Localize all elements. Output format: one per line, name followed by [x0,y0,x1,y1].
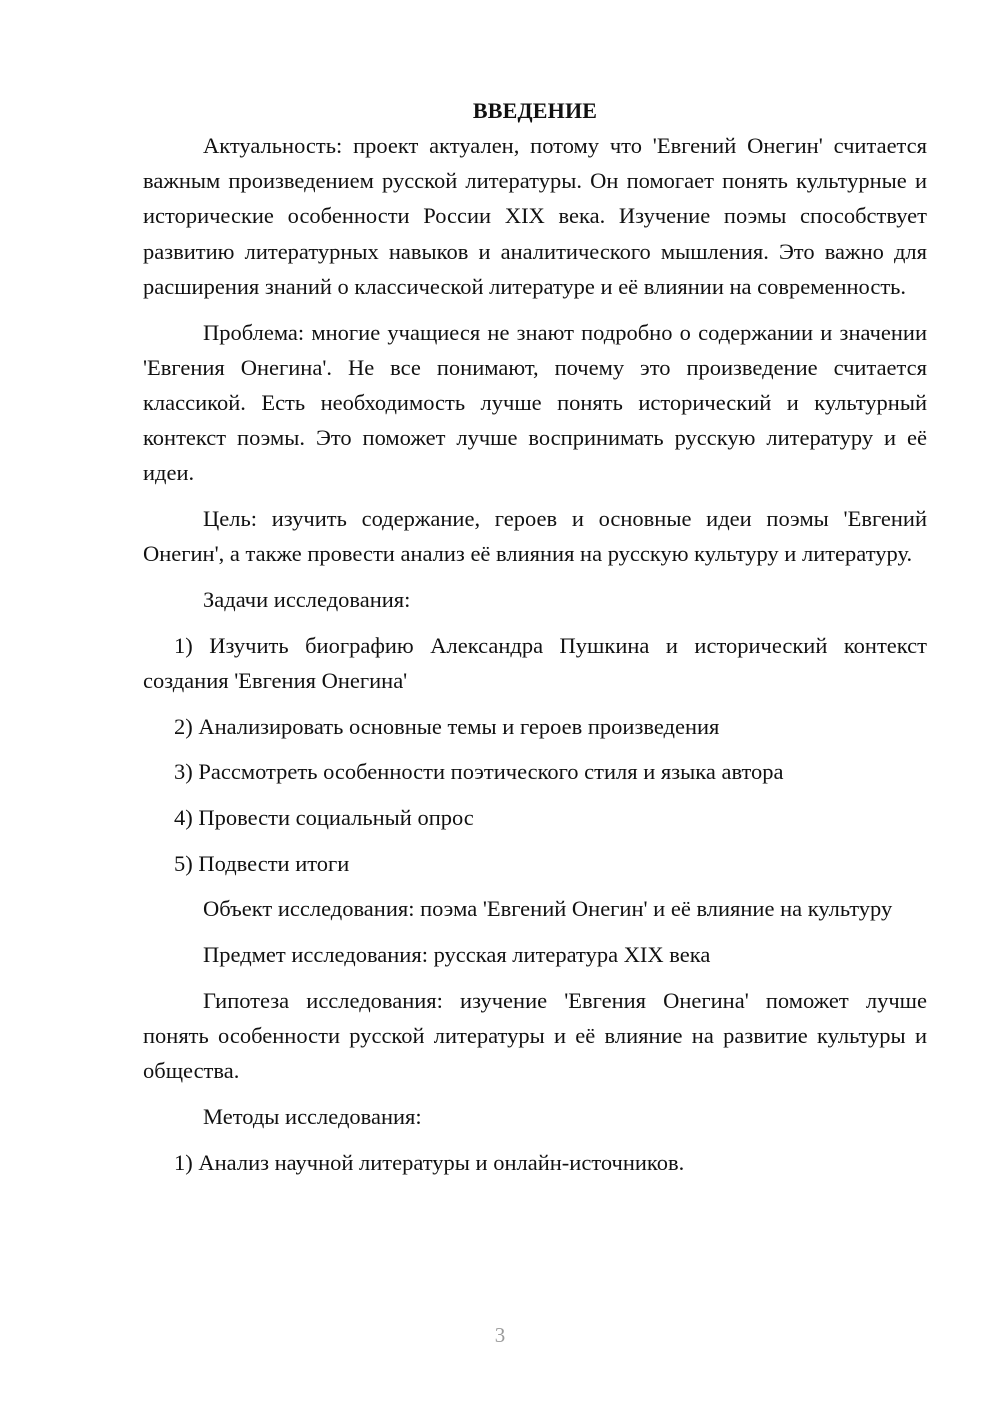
document-page [143,93,927,1190]
page-number: 3 [494,1323,506,1347]
relevance-paragraph: Актуальность: проект актуален, потому что 'Евгений Онегин' считается важным произведением русской литературы. Он помогает понять культурные и исторические особенности России XIX века. Изучение поэмы способствует развитию литературных навыков и аналитического мышления. Это важно для расширения знаний о классической литературе и её влиянии на современность. [143,133,927,299]
hypothesis-paragraph: Гипотеза исследования: изучение 'Евгения Онегина' поможет лучше понять особенности русской литературы и её влияние на развитие культуры и общества. [143,987,927,1084]
method-item: 1) Анализ научной литературы и онлайн-источников. [174,1149,685,1175]
task-item: 5) Подвести итоги [174,850,350,876]
tasks-heading: Задачи исследования: [203,586,411,612]
section-title: ВВЕДЕНИЕ [472,98,598,123]
task-item: 4) Провести социальный опрос [174,804,474,830]
methods-list [143,1145,927,1180]
task-item: 2) Анализировать основные темы и героев произведения [174,713,720,739]
research-subject-paragraph: Предмет исследования: русская литература XIX века [203,942,711,968]
methods-heading: Методы исследования: [203,1103,422,1129]
tasks-list [143,628,927,881]
research-object-paragraph: Объект исследования: поэма 'Евгений Онегин' и её влияние на культуру [203,896,893,922]
task-item: 1) Изучить биографию Александра Пушкина и исторический контекст создания 'Евгения Онегина' [143,632,927,693]
goal-paragraph: Цель: изучить содержание, героев и основные идеи поэмы 'Евгений Онегин', а также провести анализ её влияния на русскую культуру и литературу. [143,506,927,567]
task-item: 3) Рассмотреть особенности поэтического стиля и языка автора [174,759,784,785]
problem-paragraph: Проблема: многие учащиеся не знают подробно о содержании и значении 'Евгения Онегина'. Не все понимают, почему это произведение считается классикой. Есть необходимость лучше понять исторический и культурный контекст поэмы. Это поможет лучше воспринимать русскую литературу и её идеи. [143,319,927,486]
